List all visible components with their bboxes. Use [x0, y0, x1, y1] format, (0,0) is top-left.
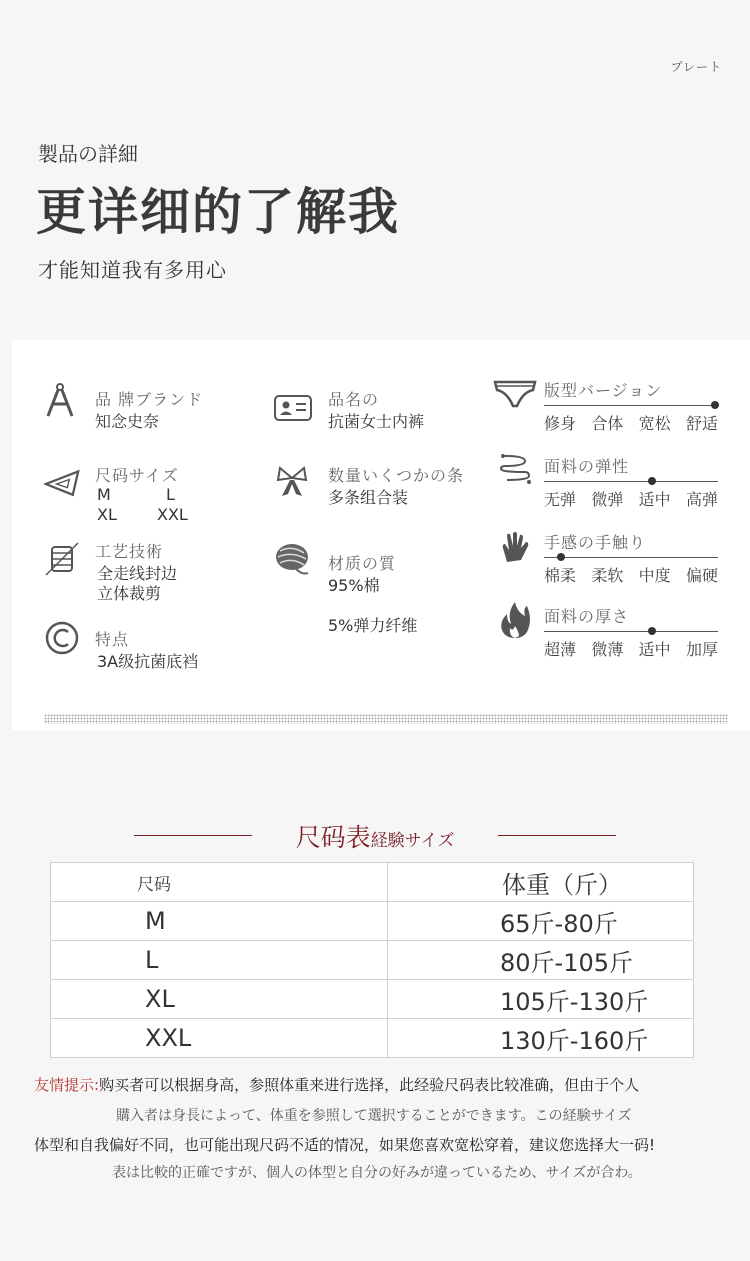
spring-icon — [497, 450, 533, 490]
scale-option: 适中 — [638, 640, 671, 659]
size-xl: XL — [97, 505, 117, 524]
row-size: XXL — [51, 1019, 388, 1058]
scale-indicator — [648, 477, 656, 485]
scale-option: 微薄 — [591, 640, 624, 659]
panties-icon — [493, 378, 537, 414]
row-weight: 130斤-160斤 — [388, 1019, 694, 1058]
note-text-1: 购买者可以根据身高，参照体重来进行选择，此经验尺码表比较准确，但由于个人 — [99, 1076, 640, 1094]
craft-line-2: 立体裁剪 — [97, 584, 162, 603]
size-table — [50, 862, 694, 1058]
scale-option: 中度 — [638, 566, 671, 585]
scale-options — [544, 487, 718, 510]
table-row — [51, 980, 694, 1019]
quantity-value: 多条组合装 — [328, 488, 409, 507]
scale-track — [544, 631, 718, 632]
size-chart-heading — [0, 818, 750, 854]
craft-line-1: 全走线封边 — [97, 564, 178, 583]
scale-option: 宽松 — [638, 414, 671, 433]
note-jp-1: 購入者は身長によって、体重を参照して選択することができます。この経験サイズ — [116, 1108, 632, 1124]
table-row — [51, 941, 694, 980]
row-size: M — [51, 902, 388, 941]
compass-icon — [44, 382, 80, 422]
scale-options — [544, 563, 718, 586]
row-weight: 105斤-130斤 — [388, 980, 694, 1019]
table-header-row — [51, 863, 694, 902]
tagline: 才能知道我有多用心 — [38, 258, 227, 282]
size-chart-title-jp: 経験サイズ — [370, 831, 455, 851]
feature-label: 特点 — [95, 630, 130, 649]
header-size: 尺码 — [51, 863, 388, 902]
row-size: XL — [51, 980, 388, 1019]
size-chart-title: 尺码表 — [295, 823, 371, 852]
size-m: M — [97, 485, 111, 504]
scale-option: 合体 — [591, 414, 624, 433]
scale-track — [544, 481, 718, 482]
scale-track — [544, 405, 718, 406]
note-jp-2: 表は比較的正確ですが、個人の体型と自分の好みが違っているため、サイズが合わ。 — [112, 1165, 642, 1181]
scale-option: 无弹 — [544, 490, 577, 509]
scale-option: 棉柔 — [544, 566, 577, 585]
product-name-value: 抗菌女士内裤 — [328, 412, 425, 431]
material-label: 材质の質 — [328, 554, 397, 573]
product-name-label: 品名の — [328, 390, 380, 409]
scale-option: 偏硬 — [685, 566, 718, 585]
scale-label: 面料の厚さ — [544, 607, 630, 626]
material-line-1: 95%棉 — [328, 576, 380, 595]
note-line-2: 体型和自我偏好不同，也可能出现尺码不适的情况，如果您喜欢宽松穿着，建议您选择大一码! — [34, 1136, 656, 1154]
bow-icon — [274, 464, 310, 504]
dotted-divider — [44, 714, 728, 724]
scale-options — [544, 411, 718, 434]
scale-option: 修身 — [544, 414, 577, 433]
note-prefix: 友情提示: — [34, 1076, 100, 1094]
craft-label: 工艺技術 — [95, 542, 164, 561]
scale-label: 手感の手触り — [544, 533, 647, 552]
table-row — [51, 902, 694, 941]
page-title: 更详细的了解我 — [36, 183, 400, 241]
yarn-icon — [274, 541, 310, 581]
row-size: L — [51, 941, 388, 980]
row-weight: 65斤-80斤 — [388, 902, 694, 941]
row-weight: 80斤-105斤 — [388, 941, 694, 980]
ruler-triangle-icon — [44, 466, 80, 506]
size-label: 尺码サイズ — [95, 466, 179, 485]
brand-value: 知念史奈 — [95, 412, 160, 431]
scale-option: 柔软 — [591, 566, 624, 585]
table-row — [51, 1019, 694, 1058]
header-weight: 体重（斤） — [388, 863, 694, 902]
scale-indicator — [711, 401, 719, 409]
scale-option: 微弹 — [591, 490, 624, 509]
feature-value: 3A级抗菌底裆 — [97, 652, 199, 671]
corner-tag: プレート — [670, 60, 722, 74]
scale-track — [544, 557, 718, 558]
material-line-2: 5%弹力纤维 — [328, 616, 418, 635]
size-l: L — [166, 485, 175, 504]
subtitle: 製品の詳細 — [38, 142, 138, 166]
brand-label: 品 牌ブランド — [95, 390, 204, 409]
quantity-label: 数量いくつかの条 — [328, 466, 465, 485]
id-card-icon — [273, 390, 313, 430]
scale-label: 版型バージョン — [544, 381, 663, 400]
scale-option: 舒适 — [685, 414, 718, 433]
copyright-icon — [44, 620, 80, 660]
scale-indicator — [648, 627, 656, 635]
scale-option: 高弹 — [685, 490, 718, 509]
size-xxl: XXL — [157, 505, 188, 524]
scale-option: 适中 — [638, 490, 671, 509]
thread-spool-icon — [44, 541, 80, 581]
hand-icon — [497, 530, 533, 570]
note-line-1 — [34, 1074, 639, 1095]
scale-options — [544, 637, 718, 660]
scale-label: 面料の弹性 — [544, 457, 630, 476]
scale-option: 超薄 — [544, 640, 577, 659]
flame-icon — [497, 600, 533, 644]
scale-option: 加厚 — [685, 640, 718, 659]
